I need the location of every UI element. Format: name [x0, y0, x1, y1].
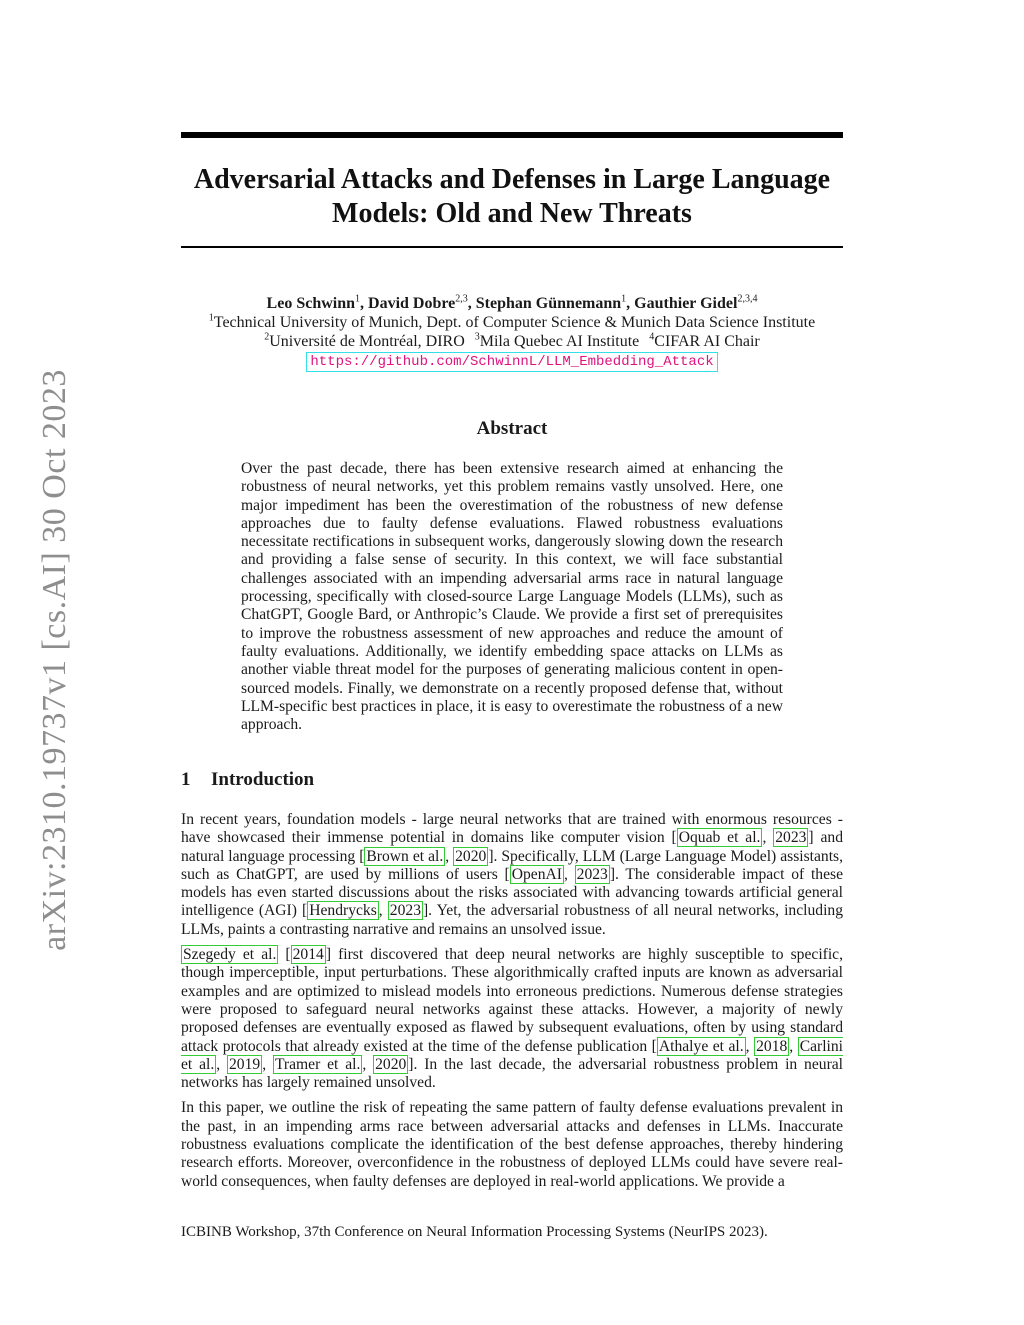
- affiliation-marker: 2,3,4: [737, 293, 758, 305]
- text-span: ]. The considerable impact of these models has even started discussions about the risks associated with advancing towards artificial general intelligence (AGI) [: [181, 865, 844, 920]
- affiliation: Technical University of Munich, Dept. of Computer Science & Munich Data Science Institute: [213, 314, 816, 331]
- affiliation-marker: 1: [621, 293, 627, 305]
- affiliation-marker: 4: [649, 331, 655, 343]
- repository-link[interactable]: https://github.com/SchwinnL/LLM_Embedding_Attack: [306, 352, 717, 372]
- text-span: ] first discovered that deep neural networks are highly susceptible to specific, though imperceptible, input perturbations. These algorithmically crafted inputs are known as adversarial examples and are optimized to mislead models into erroneous predictions. Numerous defense strategies were proposed to safeguard neural networks against these attacks. However, a majority of newly proposed defenses are eventually exposed as flawed by subsequent evaluations, often by using standard attack protocols that already existed at the time of the defense publication [: [181, 946, 843, 1055]
- section-number: 1: [181, 769, 191, 790]
- paragraph: [181, 946, 843, 1092]
- citation-link[interactable]: OpenAI: [511, 865, 562, 883]
- section-heading-introduction: [181, 769, 314, 791]
- affiliation: Université de Montréal, DIRO: [269, 333, 465, 350]
- text-span: ]. Specifically, LLM (Large Language Model) assistants, such as ChatGPT, are used by millions of users [: [181, 847, 844, 883]
- text-span: ,: [362, 1055, 374, 1073]
- citation-link[interactable]: 2020: [455, 847, 487, 865]
- text-span: ,: [216, 1055, 227, 1073]
- affiliation-marker: 1: [355, 293, 361, 305]
- affiliation-marker: 3: [474, 331, 480, 343]
- affiliation-marker: 2,3: [455, 293, 468, 305]
- title-bottom-rule: [181, 246, 843, 248]
- paper-title: Adversarial Attacks and Defenses in Large Language Models: Old and New Threats: [193, 164, 831, 229]
- text-span: ,: [789, 1037, 798, 1055]
- text-span: ]. Yet, the adversarial robustness of all neural networks, including LLMs, paints a contrasting narrative and remains an unsolved issue.: [181, 902, 843, 938]
- text-span: ,: [378, 902, 388, 920]
- text-span: ,: [563, 865, 575, 883]
- affiliation-marker: 1: [208, 312, 214, 324]
- citation-link[interactable]: Brown et al.: [366, 847, 444, 865]
- arxiv-identifier-stamp: arXiv:2310.19737v1 [cs.AI] 30 Oct 2023: [36, 369, 73, 951]
- venue-footnote: ICBINB Workshop, 37th Conference on Neural Information Processing Systems (NeurIPS 2023).: [181, 1224, 768, 1240]
- citation-link[interactable]: 2023: [775, 829, 807, 847]
- affiliation-line: [181, 313, 843, 332]
- citation-link[interactable]: Tramer et al.: [274, 1055, 361, 1073]
- author-name: Leo Schwinn: [266, 295, 356, 312]
- author-name: Gauthier Gidel: [634, 295, 738, 312]
- affiliation: Mila Quebec AI Institute: [479, 333, 640, 350]
- citation-link[interactable]: 2023: [389, 902, 421, 920]
- citation-link[interactable]: 2019: [229, 1055, 261, 1073]
- introduction-body: [181, 811, 843, 1198]
- citation-link[interactable]: Szegedy et al.: [183, 946, 277, 964]
- abstract-text: Over the past decade, there has been extensive research aimed at enhancing the robustness of neural networks, yet this problem remains vastly unsolved. Here, one major impediment has been the overestimation of the robustness of new defense approaches due to faulty defense evaluations. Flawed robustness evaluations necessitate rectifications in subsequent works, dangerously slowing down the research and providing a false sense of security. In this context, we will face substantial challenges associated with an impending adversarial arms race in natural language processing, specifically with closed-source Large Language Models (LLMs), such as ChatGPT, Google Bard, or Anthropic’s Claude. We provide a first set of prerequisites to improve the robustness assessment of new approaches and reduce the amount of faulty evaluations. Additionally, we identify embedding space attacks on LLMs as another viable threat model for the purposes of generating malicious content in open-sourced models. Finally, we demonstrate on a recently proposed defense that, without LLM-specific best practices in place, it is easy to overestimate the robustness of a new approach.: [241, 460, 783, 734]
- text-span: ]. In the last decade, the adversarial robustness problem in neural networks has largely remained unsolved.: [181, 1055, 844, 1092]
- abstract-heading: Abstract: [476, 418, 548, 439]
- author-names: Leo Schwinn$^1$, David Dobre$^{2,3}$, Stephan Günnemann$^1$, Gauthier Gidel$^{2,3,4}$: [266, 293, 758, 312]
- author-block: [181, 294, 843, 372]
- affiliation-line: [181, 332, 843, 351]
- section-title: Introduction: [211, 769, 315, 790]
- text-span: [: [278, 946, 291, 964]
- paragraph: [181, 811, 843, 939]
- text-span: ,: [262, 1055, 273, 1073]
- affiliation: CIFAR AI Chair: [654, 333, 760, 350]
- affiliation-marker: 2: [264, 331, 270, 343]
- citation-link[interactable]: Hendrycks: [309, 902, 377, 920]
- text-span: In recent years, foundation models - large neural networks that are trained with enormous resources - have showcased their immense potential in domains like computer vision [: [181, 811, 843, 847]
- text-span: ,: [762, 829, 774, 847]
- author-name: David Dobre: [368, 295, 456, 312]
- text-span: ,: [445, 847, 454, 865]
- citation-link[interactable]: 2014: [292, 946, 324, 964]
- citation-link[interactable]: 2018: [756, 1037, 788, 1055]
- text-span: ,: [745, 1037, 755, 1055]
- citation-link[interactable]: Carlini et al.: [181, 1037, 844, 1073]
- citation-link[interactable]: 2023: [576, 865, 608, 883]
- author-name: Stephan Günnemann: [475, 295, 622, 312]
- citation-link[interactable]: Oquab et al.: [678, 829, 761, 847]
- citation-link[interactable]: Athalye et al.: [658, 1037, 744, 1055]
- paragraph: In this paper, we outline the risk of repeating the same pattern of faulty defense evaluations prevalent in the past, in an impending arms race between adversarial attacks and defenses in LLMs. Inaccurate robustness evaluations complicate the identification of the best defense approaches, thereby hindering research efforts. Moreover, overconfidence in the robustness of deployed LLMs could have severe real-world consequences, when faulty defenses are deployed in real-world applications. We provide a: [181, 1099, 843, 1190]
- text-span: ] and natural language processing [: [181, 829, 844, 865]
- title-top-rule: [181, 132, 843, 138]
- citation-link[interactable]: 2020: [375, 1055, 407, 1073]
